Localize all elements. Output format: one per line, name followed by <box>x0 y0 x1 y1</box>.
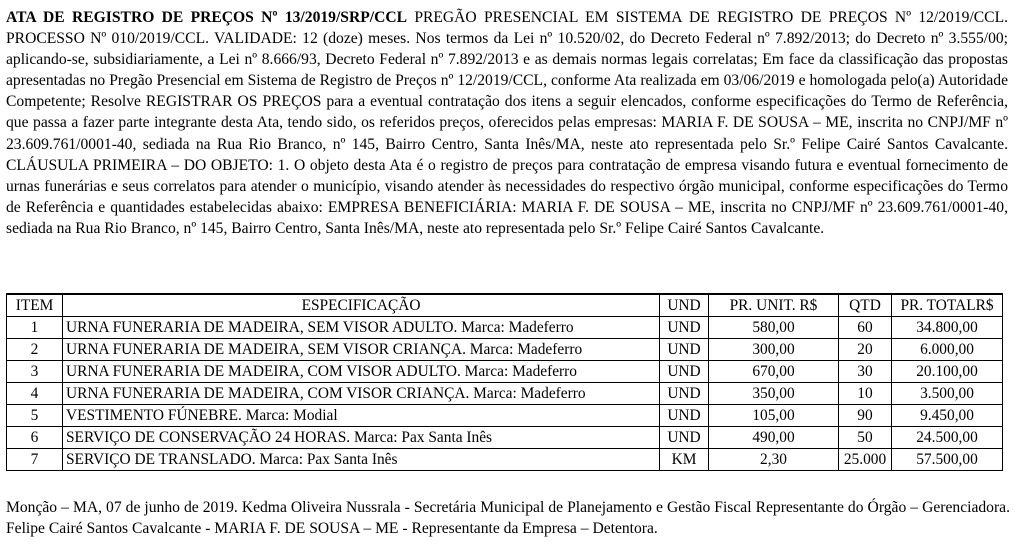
cell-und: UND <box>660 382 709 404</box>
cell-unit-price: 2,30 <box>709 448 839 470</box>
table-row <box>7 382 1003 404</box>
header-qtd: QTD <box>839 294 892 316</box>
cell-qtd: 60 <box>839 316 892 338</box>
table-row <box>7 338 1003 360</box>
cell-unit-price: 105,00 <box>709 404 839 426</box>
cell-qtd: 90 <box>839 404 892 426</box>
cell-qtd: 25.000 <box>839 448 892 470</box>
cell-spec: VESTIMENTO FÚNEBRE. Marca: Modial <box>63 404 660 426</box>
cell-item: 7 <box>7 448 63 470</box>
cell-total: 9.450,00 <box>892 404 1003 426</box>
header-und: UND <box>660 294 709 316</box>
intro-paragraph <box>6 7 1008 239</box>
cell-qtd: 50 <box>839 426 892 448</box>
table-row <box>7 426 1003 448</box>
cell-spec: SERVIÇO DE CONSERVAÇÃO 24 HORAS. Marca: Pax Santa Inês <box>63 426 660 448</box>
cell-und: UND <box>660 338 709 360</box>
cell-unit-price: 300,00 <box>709 338 839 360</box>
cell-unit-price: 490,00 <box>709 426 839 448</box>
table-row <box>7 316 1003 338</box>
cell-total: 3.500,00 <box>892 382 1003 404</box>
cell-total: 20.100,00 <box>892 360 1003 382</box>
signature-paragraph: Monção – MA, 07 de junho de 2019. Kedma Oliveira Nussrala - Secretária Municipal de Planejamento e Gestão Fiscal Representante do Órgão – Gerenciadora. Felipe Cairé Santos Cavalcante - MARIA F. DE SOUSA – ME - Representante da Empresa – Detentora. <box>6 499 1010 538</box>
cell-unit-price: 670,00 <box>709 360 839 382</box>
ata-heading: ATA DE REGISTRO DE PREÇOS Nº 13/2019/SRP/CCL <box>6 9 408 26</box>
header-unit-price: PR. UNIT. R$ <box>709 294 839 316</box>
cell-total: 34.800,00 <box>892 316 1003 338</box>
cell-und: UND <box>660 316 709 338</box>
cell-total: 57.500,00 <box>892 448 1003 470</box>
cell-spec: SERVIÇO DE TRANSLADO. Marca: Pax Santa Inês <box>63 448 660 470</box>
header-total: PR. TOTALR$ <box>892 294 1003 316</box>
cell-qtd: 30 <box>839 360 892 382</box>
cell-spec: URNA FUNERARIA DE MADEIRA, SEM VISOR CRIANÇA. Marca: Madeferro <box>63 338 660 360</box>
cell-item: 6 <box>7 426 63 448</box>
intro-body: PREGÃO PRESENCIAL EM SISTEMA DE REGISTRO DE PREÇOS Nº 12/2019/CCL. PROCESSO Nº 010/2019/CCL. VALIDADE: 12 (doze) meses. Nos termos da Lei nº 10.520/02, do Decreto Federal nº 7.892/2013; do Decreto nº 3.555/00; aplicando-se, subsidiariamente, a Lei nº 8.666/93, Decreto Federal nº 7.892/2013 e as demais normas legais correlatas; Em face da classificação das propostas apresentadas no Pregão Presencial em Sistema de Registro de Preços nº 12/2019/CCL, conforme Ata realizada em 03/06/2019 e homologada pelo(a) Autoridade Competente; Resolve REGISTRAR OS PREÇOS para a eventual contratação dos itens a seguir elencados, conforme especificações do Termo de Referência, que passa a fazer parte integrante desta Ata, tendo sido, os referidos preços, oferecidos pelas empresas: MARIA F. DE SOUSA – ME, inscrita no CNPJ/MF nº 23.609.761/0001-40, sediada na Rua Rio Branco, nº 145, Bairro Centro, Santa Inês/MA, neste ato representada pelo Sr.º Felipe Cairé Santos Cavalcante. CLÁUSULA PRIMEIRA – DO OBJETO: 1. O objeto desta Ata é o registro de preços para contratação de empresa visando futura e eventual fornecimento de urnas funerárias e seus correlatos para atender o município, visando atender às necessidades do respectivo órgão municipal, conforme especificações do Termo de Referência e quantidades estabelecidas abaixo: EMPRESA BENEFICIÁRIA: MARIA F. DE SOUSA – ME, inscrita no CNPJ/MF nº 23.609.761/0001-40, sediada na Rua Rio Branco, nº 145, Bairro Centro, Santa Inês/MA, neste ato representada pelo Sr.º Felipe Cairé Santos Cavalcante. <box>6 9 1008 237</box>
cell-item: 1 <box>7 316 63 338</box>
cell-qtd: 10 <box>839 382 892 404</box>
header-item: ITEM <box>7 294 63 316</box>
cell-spec: URNA FUNERARIA DE MADEIRA, COM VISOR CRIANÇA. Marca: Madeferro <box>63 382 660 404</box>
price-table <box>6 293 1003 471</box>
cell-total: 24.500,00 <box>892 426 1003 448</box>
cell-und: UND <box>660 426 709 448</box>
cell-item: 3 <box>7 360 63 382</box>
cell-spec: URNA FUNERARIA DE MADEIRA, COM VISOR ADULTO. Marca: Madeferro <box>63 360 660 382</box>
cell-total: 6.000,00 <box>892 338 1003 360</box>
table-row <box>7 360 1003 382</box>
cell-spec: URNA FUNERARIA DE MADEIRA, SEM VISOR ADULTO. Marca: Madeferro <box>63 316 660 338</box>
cell-unit-price: 580,00 <box>709 316 839 338</box>
table-body <box>7 316 1003 470</box>
cell-und: UND <box>660 360 709 382</box>
cell-item: 2 <box>7 338 63 360</box>
table-header-row <box>7 294 1003 316</box>
cell-unit-price: 350,00 <box>709 382 839 404</box>
cell-qtd: 20 <box>839 338 892 360</box>
table-row <box>7 404 1003 426</box>
table-row <box>7 448 1003 470</box>
cell-item: 5 <box>7 404 63 426</box>
cell-und: UND <box>660 404 709 426</box>
cell-und: KM <box>660 448 709 470</box>
cell-item: 4 <box>7 382 63 404</box>
header-spec: ESPECIFICAÇÃO <box>63 294 660 316</box>
